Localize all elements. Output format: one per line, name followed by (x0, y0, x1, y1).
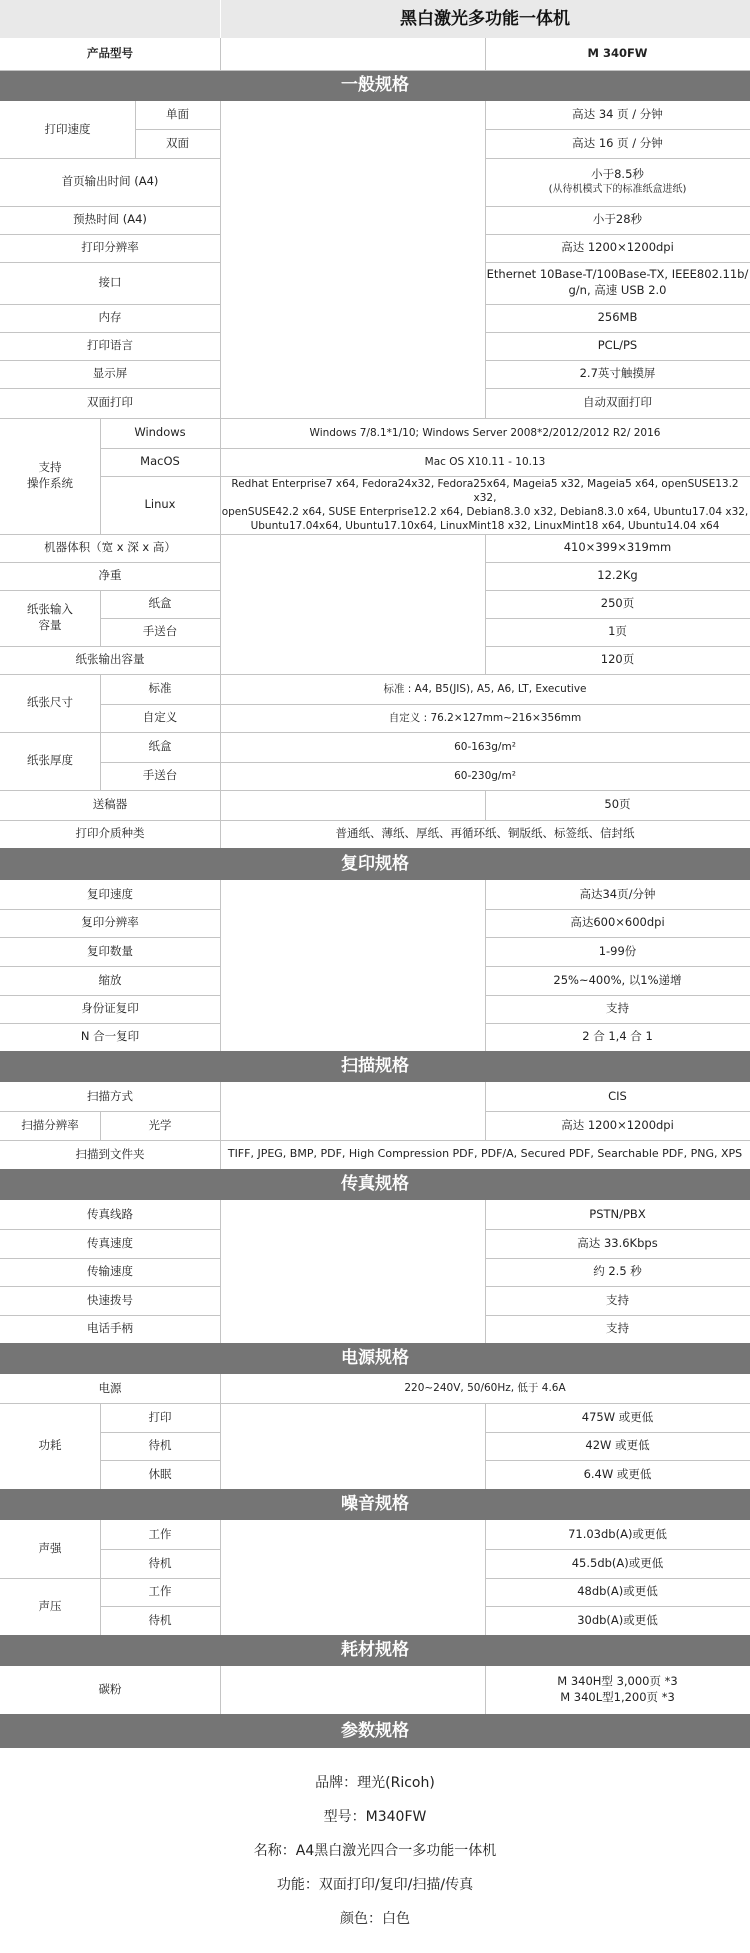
paper-output-value: 120页 (600, 652, 635, 667)
paper-input-tray-value: 250页 (600, 596, 635, 611)
consumption-sleep-label: 休眠 (148, 1466, 172, 1481)
adf-value: 50页 (604, 797, 631, 812)
os-linux-line-2: openSUSE42.2 x64, SUSE Enterprise12.2 x64, Debian8.3.0 x32, Debian8.3.0 x64, Ubuntu17.04 x32, (221, 506, 749, 518)
os-label-line-2: 操作系统 (27, 476, 73, 490)
sound-power-work-label: 工作 (148, 1526, 172, 1541)
copy-quantity-label: 复印数量 (87, 943, 133, 958)
section-noise: 噪音规格 (0, 1489, 750, 1520)
os-linux-label: Linux (144, 497, 176, 512)
params-list (0, 1765, 750, 1935)
scan-resolution-label: 扫描分辨率 (21, 1117, 79, 1132)
zoom-label: 缩放 (98, 972, 122, 987)
media-label: 打印介质种类 (75, 826, 145, 841)
sound-pressure-standby-label: 待机 (148, 1612, 172, 1627)
print-speed-label: 打印速度 (44, 121, 91, 136)
speed-dial-value: 支持 (606, 1292, 629, 1307)
scan-to-file-label: 扫描到文件夹 (75, 1146, 145, 1161)
fax-speed-value: 高达 33.6Kbps (577, 1235, 658, 1250)
print-language-value: PCL/PS (597, 338, 638, 353)
consumption-label: 功耗 (38, 1438, 62, 1453)
power-source-value: 220~240V, 50/60Hz, 低于 4.6A (404, 1382, 566, 1395)
product-title: 黑白激光多功能一体机 (220, 0, 750, 38)
os-macos-label: MacOS (140, 454, 180, 469)
first-page-value (485, 158, 750, 206)
paper-weight-manual-value: 60-230g/m² (454, 769, 516, 782)
toner-line-1: M 340H型 3,000页 *3 (557, 1674, 678, 1689)
section-params: 参数规格 (0, 1714, 750, 1748)
interface-value (485, 262, 750, 304)
toner-line-2: M 340L型1,200页 *3 (560, 1690, 675, 1704)
copy-resolution-value: 高达600×600dpi (570, 915, 665, 930)
param-name: 名称：A4黑白激光四合一多功能一体机 (253, 1843, 497, 1859)
transmission-label: 传输速度 (87, 1264, 133, 1279)
fax-line-value: PSTN/PBX (589, 1206, 646, 1221)
consumption-standby-value: 42W 或更低 (585, 1438, 650, 1453)
handset-value: 支持 (606, 1321, 629, 1336)
id-copy-value: 支持 (606, 1001, 629, 1016)
warmup-value: 小于28秒 (592, 212, 643, 227)
paper-size-custom-value: 自定义 : 76.2×127mm~216×356mm (388, 711, 582, 724)
copy-quantity-value: 1-99份 (598, 943, 637, 958)
paper-input-manual-label: 手送台 (142, 624, 178, 639)
param-color: 颜色：白色 (340, 1911, 410, 1927)
n-in-1-label: N 合一复印 (80, 1029, 140, 1044)
param-model: 型号：M340FW (323, 1809, 427, 1825)
consumption-print-value: 475W 或更低 (581, 1409, 654, 1424)
title-label-blank (0, 0, 220, 38)
sound-pressure-label: 声压 (38, 1598, 62, 1613)
n-in-1-value: 2 合 1,4 合 1 (582, 1029, 653, 1044)
scan-method-label: 扫描方式 (87, 1088, 133, 1103)
paper-weight-label: 纸张厚度 (27, 753, 73, 768)
memory-label: 内存 (98, 310, 122, 325)
section-power: 电源规格 (0, 1343, 750, 1374)
param-function: 功能：双面打印/复印/扫描/传真 (276, 1877, 474, 1893)
first-page-note: (从待机模式下的标准纸盒进纸) (548, 184, 687, 195)
toner-label: 碳粉 (98, 1682, 122, 1697)
section-scan: 扫描规格 (0, 1051, 750, 1082)
model-value: M 340FW (587, 46, 648, 61)
id-copy-label: 身份证复印 (81, 1001, 139, 1016)
sound-power-work-value: 71.03db(A)或更低 (568, 1526, 667, 1541)
sound-pressure-standby-value: 30db(A)或更低 (577, 1612, 658, 1627)
scan-method-value: CIS (608, 1088, 627, 1103)
paper-input-line-1: 纸张输入 (27, 602, 73, 617)
print-language-label: 打印语言 (87, 338, 133, 353)
paper-size-standard-label: 标准 (148, 681, 172, 696)
os-windows-value: Windows 7/8.1*1/10; Windows Server 2008*2/2012/2012 R2/ 2016 (309, 426, 661, 439)
scan-to-file-value: TIFF, JPEG, BMP, PDF, High Compression PDF, PDF/A, Secured PDF, Searchable PDF, PNG, XPS (227, 1147, 743, 1161)
sound-pressure-work-value: 48db(A)或更低 (577, 1584, 658, 1599)
paper-input-label (0, 590, 100, 646)
os-windows-label: Windows (134, 425, 186, 440)
simplex-value: 高达 34 页 / 分钟 (572, 107, 663, 122)
os-label-line-1: 支持 (38, 460, 62, 475)
duplex-speed-value: 高达 16 页 / 分钟 (572, 135, 663, 150)
speed-dial-label: 快速拨号 (87, 1292, 133, 1307)
copy-speed-value: 高达34页/分钟 (579, 886, 656, 901)
consumption-print-label: 打印 (148, 1409, 172, 1424)
section-general: 一般规格 (0, 70, 750, 101)
first-page-label: 首页输出时间 (A4) (61, 174, 159, 189)
os-macos-value: Mac OS X10.11 - 10.13 (424, 455, 546, 468)
section-fax: 传真规格 (0, 1169, 750, 1200)
toner-value (485, 1666, 750, 1714)
media-value: 普通纸、薄纸、厚纸、再循环纸、铜版纸、标签纸、信封纸 (335, 826, 635, 841)
weight-label: 净重 (98, 568, 122, 583)
display-value: 2.7英寸触摸屏 (579, 366, 656, 381)
paper-output-label: 纸张输出容量 (75, 652, 145, 667)
power-source-label: 电源 (98, 1380, 122, 1395)
interface-line-1: Ethernet 10Base-T/100Base-TX, IEEE802.11b/ (486, 267, 749, 282)
handset-label: 电话手柄 (87, 1321, 133, 1336)
fax-speed-label: 传真速度 (87, 1235, 133, 1250)
paper-input-tray-label: 纸盒 (148, 596, 172, 611)
paper-input-manual-value: 1页 (608, 624, 627, 639)
interface-label: 接口 (98, 275, 122, 290)
paper-size-standard-value: 标准 : A4, B5(JIS), A5, A6, LT, Executive (383, 682, 587, 695)
sound-pressure-work-label: 工作 (148, 1584, 172, 1599)
sound-power-standby-label: 待机 (148, 1555, 172, 1570)
display-label: 显示屏 (92, 366, 128, 381)
os-label (0, 418, 100, 534)
transmission-value: 约 2.5 秒 (593, 1264, 642, 1279)
copy-speed-label: 复印速度 (87, 886, 133, 901)
paper-weight-manual-label: 手送台 (142, 768, 178, 783)
duplex-print-label: 双面打印 (87, 395, 133, 410)
zoom-value: 25%~400%, 以1%递增 (553, 972, 682, 987)
model-label: 产品型号 (87, 46, 133, 61)
consumption-standby-label: 待机 (148, 1438, 172, 1453)
interface-line-2: g/n, 高速 USB 2.0 (568, 283, 667, 297)
dimensions-label: 机器体积（宽 x 深 x 高） (44, 540, 176, 555)
adf-label: 送稿器 (92, 797, 128, 812)
print-resolution-label: 打印分辨率 (81, 240, 139, 255)
paper-size-custom-label: 自定义 (142, 710, 178, 725)
scan-resolution-value: 高达 1200×1200dpi (561, 1117, 674, 1132)
paper-size-label: 纸张尺寸 (27, 695, 73, 710)
paper-weight-tray-value: 60-163g/m² (454, 740, 516, 753)
fax-line-label: 传真线路 (87, 1206, 133, 1221)
param-brand: 品牌：理光(Ricoh) (315, 1775, 435, 1791)
paper-input-line-2: 容量 (38, 618, 62, 632)
duplex-speed-label: 双面 (166, 135, 189, 150)
os-linux-line-1: Redhat Enterprise7 x64, Fedora24x32, Fedora25x64, Mageia5 x32, Mageia5 x64, openSUSE13.2 x32, (231, 477, 739, 504)
paper-weight-tray-label: 纸盒 (148, 739, 172, 754)
print-resolution-value: 高达 1200×1200dpi (561, 240, 674, 255)
memory-value: 256MB (597, 310, 638, 325)
sound-power-label: 声强 (38, 1541, 62, 1556)
dimensions-value: 410×399×319mm (563, 540, 672, 555)
sound-power-standby-value: 45.5db(A)或更低 (571, 1555, 664, 1570)
os-linux-value (220, 476, 750, 534)
simplex-label: 单面 (166, 107, 189, 122)
section-copy: 复印规格 (0, 848, 750, 880)
consumption-sleep-value: 6.4W 或更低 (583, 1466, 652, 1481)
scan-optical-label: 光学 (148, 1117, 172, 1132)
first-page-time: 小于8.5秒 (591, 167, 644, 182)
weight-value: 12.2Kg (597, 568, 638, 583)
section-consumable: 耗材规格 (0, 1635, 750, 1666)
os-linux-line-3: Ubuntu17.04x64, Ubuntu17.10x64, LinuxMint18 x32, LinuxMint18 x64, Ubuntu14.04 x64 (250, 520, 720, 533)
copy-resolution-label: 复印分辨率 (81, 915, 139, 930)
warmup-label: 预热时间 (A4) (73, 212, 147, 227)
duplex-print-value: 自动双面打印 (583, 395, 652, 410)
